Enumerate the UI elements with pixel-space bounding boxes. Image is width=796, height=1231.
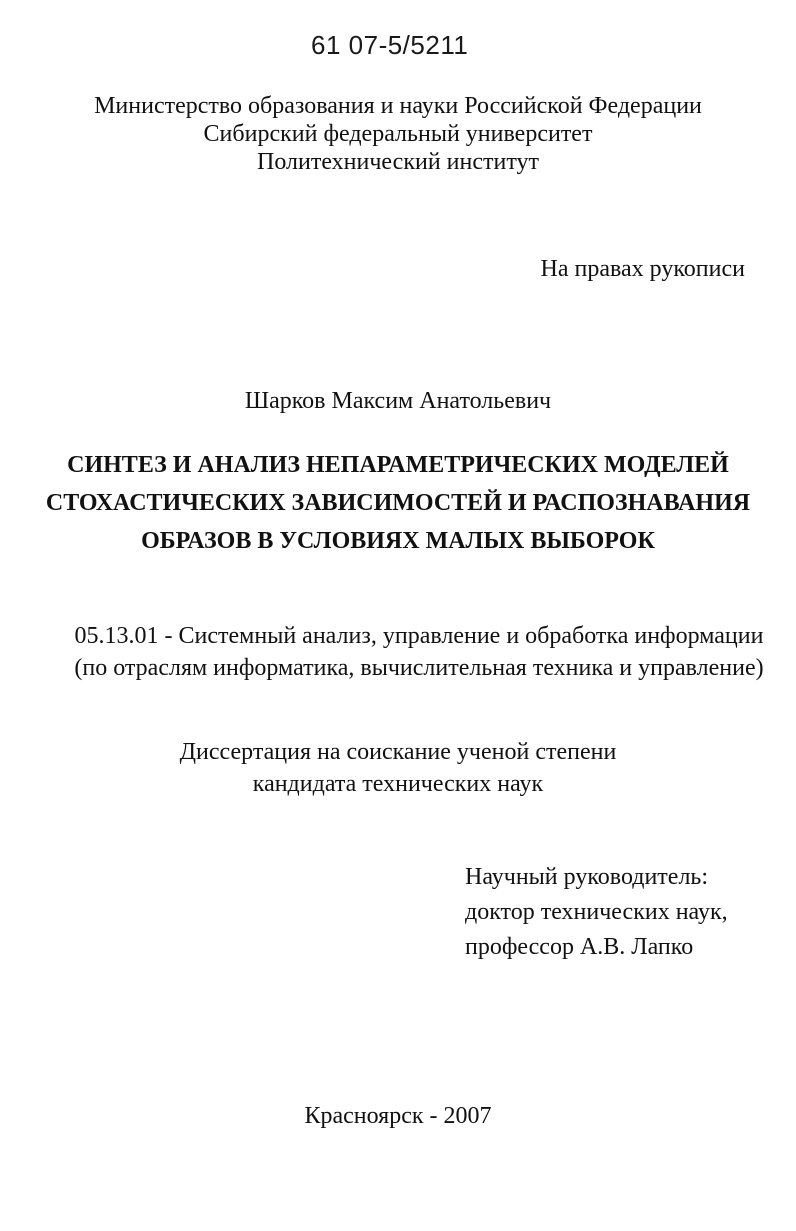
specialty-block [0,620,796,684]
advisor-block [465,860,728,965]
rights-note: На правах рукописи [540,256,745,282]
place-year: Красноярск - 2007 [304,1103,492,1129]
degree-line-1: Диссертация на соискание ученой степени [179,739,617,765]
advisor-degree: доктор технических наук, [465,899,728,925]
institution-header [0,92,796,176]
title-line-3: ОБРАЗОВ В УСЛОВИЯХ МАЛЫХ ВЫБОРОК [141,528,655,554]
title-line-1: СИНТЕЗ И АНАЛИЗ НЕПАРАМЕТРИЧЕСКИХ МОДЕЛЕЙ [67,452,729,478]
dissertation-title [0,446,796,560]
specialty-code-line: 05.13.01 - Системный анализ, управление и обработка информации [74,623,764,649]
ministry-line: Министерство образования и науки Российской Федерации [94,93,702,119]
institute-line: Политехнический институт [257,149,539,175]
advisor-name: профессор А.В. Лапко [465,934,694,960]
degree-line-2: кандидата технических наук [252,771,544,797]
archive-stamp-number: 61 07-5/5211 [311,30,469,60]
specialty-branches-line: (по отраслям информатика, вычислительная техника и управление) [74,655,764,681]
degree-block [0,736,796,800]
university-line: Сибирский федеральный университет [203,121,593,147]
advisor-label: Научный руководитель: [465,864,709,890]
author-name: Шарков Максим Анатольевич [244,388,552,414]
title-line-2: СТОХАСТИЧЕСКИХ ЗАВИСИМОСТЕЙ И РАСПОЗНАВАНИЯ [45,490,751,516]
